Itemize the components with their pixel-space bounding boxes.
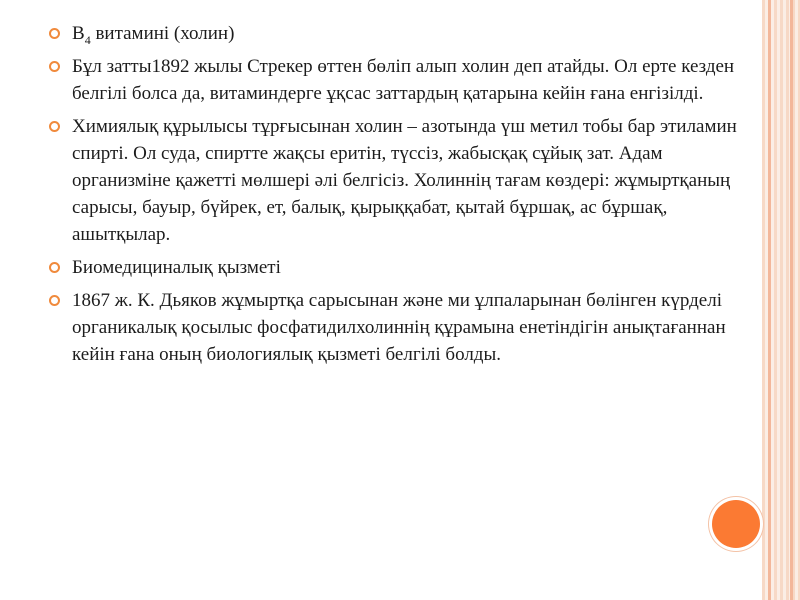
vitamin-letter: B bbox=[72, 23, 85, 44]
bullet-item-chemistry bbox=[46, 113, 758, 248]
decorative-stripe-line bbox=[790, 0, 793, 600]
slide-content bbox=[46, 20, 758, 374]
circle-bullet-icon bbox=[49, 28, 60, 39]
vitamin-subscript: 4 bbox=[84, 32, 91, 47]
bullet-item-title bbox=[46, 20, 758, 47]
decorative-orange-circle bbox=[712, 500, 760, 548]
bullet-text: 1867 ж. К. Дьяков жұмыртқа сарысынан және ми ұлпаларынан бөлінген күрделі органикалық қосылыс фосфатидилхолиннің құрамына енетіндігін анықтағаннан кейін ғана оның биологиялық қызметі белгілі болды. bbox=[72, 290, 726, 365]
circle-bullet-icon bbox=[49, 295, 60, 306]
vitamin-name: витамині (холин) bbox=[90, 23, 235, 44]
bullet-list bbox=[46, 20, 758, 368]
circle-bullet-icon bbox=[49, 262, 60, 273]
bullet-item-discovery bbox=[46, 287, 758, 368]
decorative-stripe-line bbox=[768, 0, 771, 600]
bullet-text: Бұл затты1892 жылы Стрекер өттен бөліп алып холин деп атайды. Ол ерте кезден белгілі болса да, витаминдерге ұқсас заттардың қатарына кейін ғана енгізілді. bbox=[72, 56, 735, 104]
bullet-text: Химиялық құрылысы тұрғысынан холин – азотында үш метил тобы бар этиламин спирті. Ол суда, спиртте жақсы еритін, түссіз, жабысқақ сұйық зат. Адам организміне қажетті мөлшері әлі белгісіз. Холиннің тағам көздері: жұмыртқаның сарысы, бауыр, бүйрек, ет, балық, қырыққабат, қытай бұршақ, ас бұршақ, ашытқылар. bbox=[72, 116, 737, 245]
circle-bullet-icon bbox=[49, 121, 60, 132]
circle-bullet-icon bbox=[49, 61, 60, 72]
bullet-text: Биомедициналық қызметі bbox=[72, 257, 281, 278]
bullet-item-biomedical-heading bbox=[46, 254, 758, 281]
bullet-item-history bbox=[46, 53, 758, 107]
